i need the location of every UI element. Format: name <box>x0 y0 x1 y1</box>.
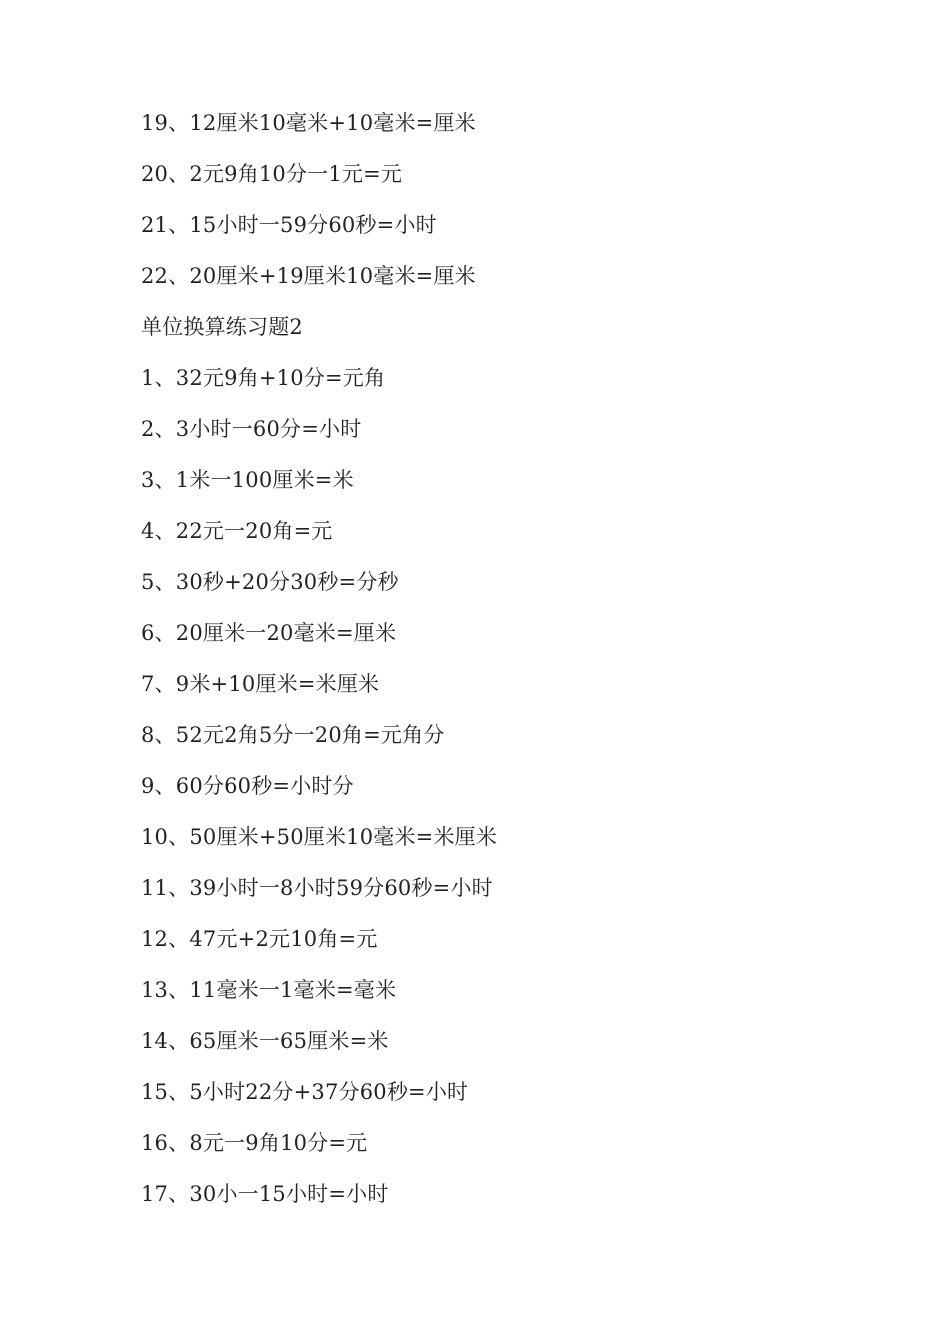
exercise-line: 1、32元9角+10分=元角 <box>141 366 386 390</box>
exercise-line: 2、3小时一60分=小时 <box>141 417 362 441</box>
exercise-line: 9、60分60秒=小时分 <box>141 774 354 798</box>
exercise-line: 5、30秒+20分30秒=分秒 <box>141 570 399 594</box>
exercise-line: 12、47元+2元10角=元 <box>141 927 378 951</box>
exercise-line: 10、50厘米+50厘米10毫米=米厘米 <box>141 825 498 849</box>
exercise-line: 16、8元一9角10分=元 <box>141 1131 368 1155</box>
exercise-line: 13、11毫米一1毫米=毫米 <box>141 978 397 1002</box>
exercise-line: 20、2元9角10分一1元=元 <box>141 162 403 186</box>
exercise-line: 3、1米一100厘米=米 <box>141 468 354 492</box>
section-heading: 单位换算练习题2 <box>141 315 303 339</box>
exercise-line: 17、30小一15小时=小时 <box>141 1182 389 1206</box>
exercise-line: 6、20厘米一20毫米=厘米 <box>141 621 397 645</box>
exercise-line: 22、20厘米+19厘米10毫米=厘米 <box>141 264 476 288</box>
exercise-line: 7、9米+10厘米=米厘米 <box>141 672 380 696</box>
exercise-line: 21、15小时一59分60秒=小时 <box>141 213 437 237</box>
exercise-line: 11、39小时一8小时59分60秒=小时 <box>141 876 493 900</box>
exercise-line: 4、22元一20角=元 <box>141 519 333 543</box>
exercise-line: 19、12厘米10毫米+10毫米=厘米 <box>141 111 476 135</box>
exercise-list <box>141 103 497 1225</box>
exercise-line: 15、5小时22分+37分60秒=小时 <box>141 1080 469 1104</box>
exercise-line: 14、65厘米一65厘米=米 <box>141 1029 389 1053</box>
exercise-line: 8、52元2角5分一20角=元角分 <box>141 723 445 747</box>
